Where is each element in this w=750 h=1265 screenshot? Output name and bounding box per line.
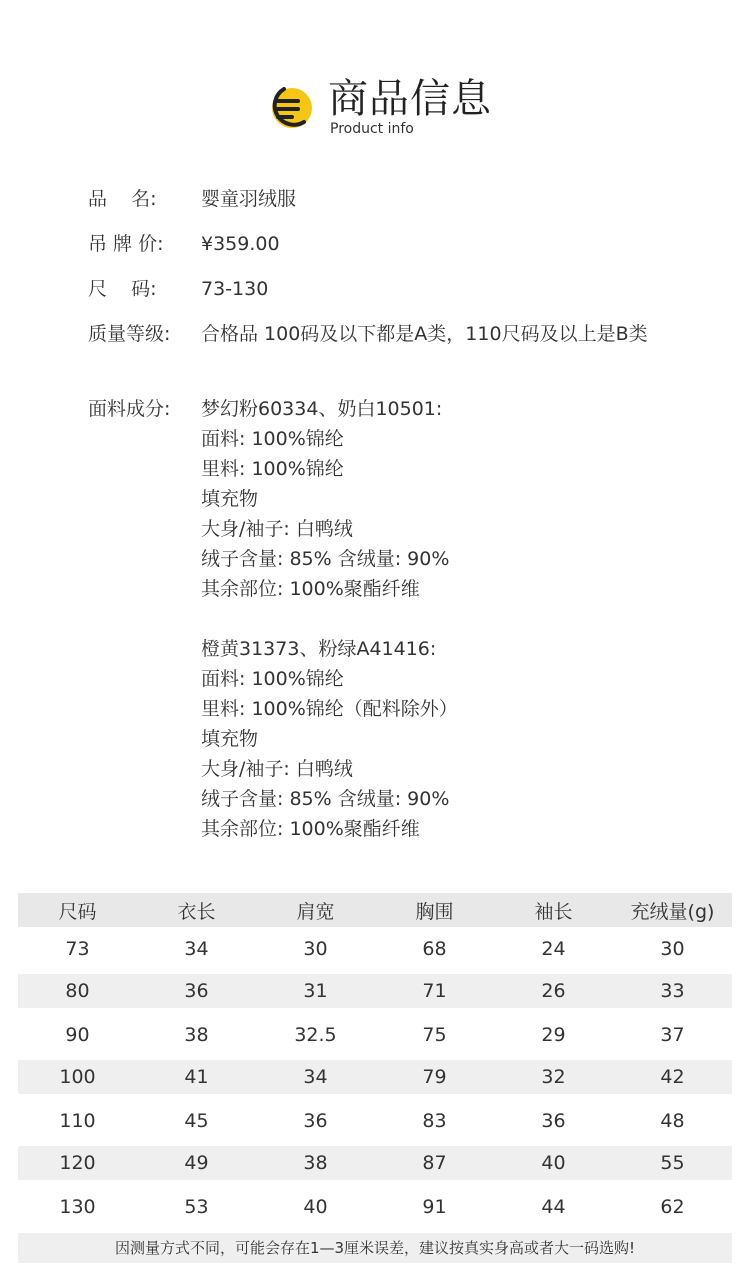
page-subtitle: Product info	[330, 121, 414, 137]
table-cell: 33	[660, 980, 685, 1002]
table-cell: 80	[65, 980, 90, 1002]
table-cell: 49	[184, 1152, 209, 1174]
header-cell: 袖长	[534, 900, 573, 923]
fabric-composition	[201, 394, 688, 844]
table-cell: 90	[65, 1023, 90, 1046]
table-cell: 32	[541, 1066, 566, 1088]
table-cell: 34	[184, 937, 209, 960]
size-label: 尺 码:	[88, 278, 157, 300]
table-cell: 91	[422, 1195, 447, 1218]
table-cell: 130	[59, 1195, 96, 1218]
table-cell: 37	[660, 1023, 685, 1046]
table-cell: 36	[303, 1109, 328, 1132]
table-cell: 29	[541, 1023, 566, 1046]
table-cell: 36	[541, 1109, 566, 1132]
fabric-line: 绒子含量: 85% 含绒量: 90%	[201, 788, 450, 810]
fabric-line: 里料: 100%锦纶（配料除外）	[201, 698, 458, 720]
table-row	[18, 927, 732, 970]
price-value: ¥359.00	[201, 233, 280, 255]
table-cell: 53	[184, 1195, 209, 1218]
table-cell: 120	[59, 1152, 96, 1174]
name-label: 品 名:	[88, 188, 157, 210]
fabric-line: 橙黄31373、粉绿A41416:	[201, 638, 437, 660]
price-label: 吊 牌 价:	[88, 233, 164, 255]
table-cell: 31	[303, 980, 328, 1002]
info-row-name	[88, 184, 688, 214]
table-cell: 40	[541, 1152, 566, 1174]
fabric-line: 里料: 100%锦纶	[201, 458, 344, 480]
table-cell: 30	[660, 937, 685, 960]
table-cell: 24	[541, 937, 566, 960]
measurement-note: 因测量方式不同，可能会存在1—3厘米误差，建议按真实身高或者大一码选购!	[18, 1233, 732, 1263]
table-cell: 34	[303, 1066, 328, 1088]
size-value: 73-130	[201, 278, 269, 300]
table-cell: 45	[184, 1109, 209, 1132]
table-cell: 40	[303, 1195, 328, 1218]
table-row	[18, 974, 732, 1008]
table-cell: 79	[422, 1066, 447, 1088]
fabric-line: 大身/袖子: 白鸭绒	[201, 518, 353, 540]
table-cell: 75	[422, 1023, 447, 1046]
table-cell: 71	[422, 980, 447, 1002]
table-cell: 44	[541, 1195, 566, 1218]
table-cell: 42	[660, 1066, 685, 1088]
header-cell: 尺码	[58, 900, 97, 923]
table-cell: 100	[59, 1066, 96, 1088]
table-row	[18, 1060, 732, 1094]
info-row-grade	[88, 319, 688, 349]
fabric-line: 填充物	[201, 488, 259, 510]
table-cell: 41	[184, 1066, 209, 1088]
fabric-line: 其余部位: 100%聚酯纤维	[201, 578, 420, 600]
table-cell: 83	[422, 1109, 447, 1132]
fabric-line: 面料: 100%锦纶	[201, 428, 344, 450]
header-cell: 胸围	[415, 900, 454, 923]
table-cell: 87	[422, 1152, 447, 1174]
table-cell: 26	[541, 980, 566, 1002]
fabric-label: 面料成分:	[88, 398, 171, 420]
section-header	[262, 76, 562, 146]
table-header	[18, 893, 732, 927]
table-row	[18, 1146, 732, 1180]
document-list-icon	[262, 82, 318, 134]
table-cell: 110	[59, 1109, 96, 1132]
info-row-price	[88, 229, 688, 259]
table-cell: 62	[660, 1195, 685, 1218]
table-cell: 68	[422, 937, 447, 960]
fabric-line: 绒子含量: 85% 含绒量: 90%	[201, 548, 450, 570]
grade-label: 质量等级:	[88, 323, 171, 345]
header-cell: 充绒量(g)	[630, 900, 715, 923]
fabric-line: 面料: 100%锦纶	[201, 668, 344, 690]
table-cell: 30	[303, 937, 328, 960]
fabric-line: 其余部位: 100%聚酯纤维	[201, 818, 420, 840]
header-cell: 肩宽	[296, 900, 335, 923]
table-cell: 38	[184, 1023, 209, 1046]
header-cell: 衣长	[177, 900, 216, 923]
info-row-size	[88, 274, 688, 304]
table-cell: 32.5	[294, 1023, 337, 1046]
fabric-line: 填充物	[201, 728, 259, 750]
page-title: 商品信息	[328, 76, 492, 122]
spacer	[201, 604, 688, 634]
table-cell: 48	[660, 1109, 685, 1132]
info-row-fabric	[88, 394, 688, 844]
table-cell: 36	[184, 980, 209, 1002]
fabric-line: 梦幻粉60334、奶白10501:	[201, 398, 443, 420]
name-value: 婴童羽绒服	[201, 188, 297, 210]
table-row	[18, 1185, 732, 1228]
table-cell: 73	[65, 937, 90, 960]
table-cell: 55	[660, 1152, 685, 1174]
fabric-line: 大身/袖子: 白鸭绒	[201, 758, 353, 780]
grade-value: 合格品 100码及以下都是A类，110尺码及以上是B类	[201, 323, 648, 345]
size-table	[18, 893, 732, 1228]
table-row	[18, 1013, 732, 1056]
table-row	[18, 1099, 732, 1142]
table-cell: 38	[303, 1152, 328, 1174]
